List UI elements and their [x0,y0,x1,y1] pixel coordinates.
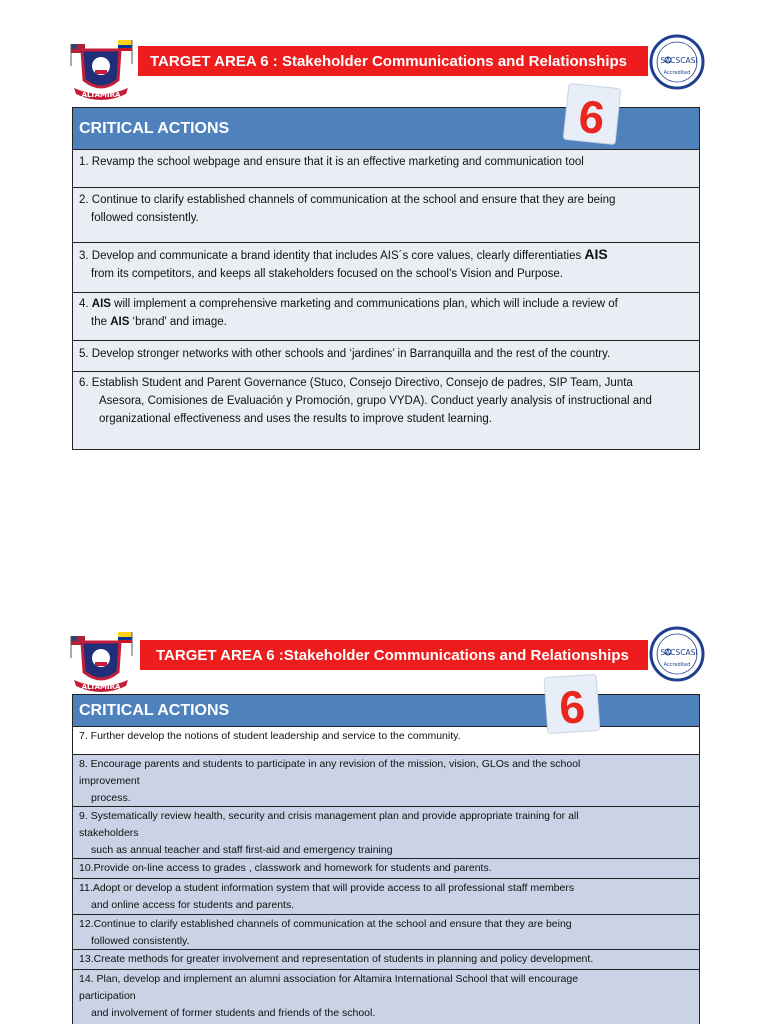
table-header [73,695,699,727]
row-text: 8. Encourage parents and students to participate in any revision of the mission, vision, GLOs and the school [79,758,581,770]
sacscasi-accreditation-seal [649,34,705,90]
target-area-banner [138,46,648,76]
row-text-cont: improvement [79,775,140,787]
row-text: 1. Revamp the school webpage and ensure that it is an effective marketing and communication tool [79,156,584,168]
table-row [73,755,699,807]
row-text-cont: such as annual teacher and staff first-aid and emergency training [91,844,393,856]
target-area-banner [140,640,648,670]
slide-2 [0,600,768,1024]
row-text: will implement a comprehensive marketing and communications plan, which will include a review of [110,298,618,310]
row-text: 13.Create methods for greater involvement and representation of students in planning and policy development. [79,953,594,965]
ais-emphasis: AIS [110,316,130,328]
row-text-cont: process. [91,792,131,804]
svg-text:ALTAMIRA: ALTAMIRA [81,91,121,99]
svg-text:Accredited: Accredited [663,70,691,76]
table-row [73,970,699,1024]
table-row [73,915,699,950]
table-row [73,807,699,859]
row-text-cont: organizational effectiveness and uses the results to improve student learning. [99,413,492,425]
table-header-label: CRITICAL ACTIONS [79,701,230,719]
row-text: 7. Further develop the notions of student leadership and service to the community. [79,730,461,742]
row-text-cont: ‘brand' and image. [129,316,227,328]
row-text-cont: the [91,316,111,328]
table-row [73,727,699,755]
table-row [73,150,699,188]
table-row [73,372,699,449]
row-text-cont: stakeholders [79,827,139,839]
row-text: 11.Adopt or develop a student information system that will provide access to all professional staff members [79,882,575,894]
slide-1 [0,0,768,470]
critical-actions-table [72,694,700,1024]
row-text: 5. Develop stronger networks with other schools and ‘jardines’ in Barranquilla and the rest of the country. [79,348,611,360]
row-text-cont: and online access for students and parents. [91,899,295,911]
row-text-cont: Asesora, Comisiones de Evaluación y Promoción, grupo VYDA). Conduct yearly analysis of instructional and [99,395,652,407]
table-row [73,341,699,372]
table-row [73,950,699,970]
row-text: 2. Continue to clarify established channels of communication at the school and ensure that they are being [79,194,616,206]
svg-text:ALTAMIRA: ALTAMIRA [81,683,121,691]
svg-text:6: 6 [557,680,587,734]
banner-title: TARGET AREA 6 : Stakeholder Communications and Relationships [150,52,628,70]
ais-emphasis: AIS [91,298,111,310]
row-text-cont: and involvement of former students and friends of the school. [91,1007,376,1019]
row-text: 12.Continue to clarify established channels of communication at the school and ensure that they are being [79,918,572,930]
banner-title: TARGET AREA 6 :Stakeholder Communications and Relationships [156,646,629,664]
row-text-cont: participation [79,990,136,1002]
row-text: 14. Plan, develop and implement an alumni association for Altamira International School that will encourage [79,973,579,985]
row-text-cont: from its competitors, and keeps all stakeholders focused on the school’s Vision and Purpose. [91,268,563,280]
row-text: 9. Systematically review health, security and crisis management plan and provide appropriate training for all [79,810,579,822]
table-row [73,243,699,293]
altamira-school-logo [68,628,134,698]
row-text: 6. Establish Student and Parent Governance (Stuco, Consejo Directivo, Consejo de padres, SIP Team, Junta [79,377,633,389]
table-row [73,188,699,243]
sacscasi-accreditation-seal [649,626,705,682]
target-area-number-badge [540,670,604,738]
row-number: 4. [79,298,92,310]
svg-text:SACSCASI: SACSCASI [660,56,698,65]
critical-actions-table [72,107,700,450]
svg-text:Accredited: Accredited [663,662,691,668]
table-row [73,859,699,879]
ais-emphasis: AIS [584,246,608,262]
table-header-label: CRITICAL ACTIONS [79,119,230,137]
row-text: 3. Develop and communicate a brand identity that includes AIS´s core values, clearly differentiaties [79,250,585,262]
svg-text:6: 6 [576,89,608,145]
table-row [73,879,699,915]
target-area-number-badge [559,79,625,149]
row-text: 10.Provide on-line access to grades , classwork and homework for students and parents. [79,862,492,874]
table-row [73,293,699,341]
altamira-school-logo [68,36,134,106]
row-text-cont: followed consistently. [91,935,190,947]
row-text-cont: followed consistently. [91,212,199,224]
svg-text:SACSCASI: SACSCASI [660,648,698,657]
